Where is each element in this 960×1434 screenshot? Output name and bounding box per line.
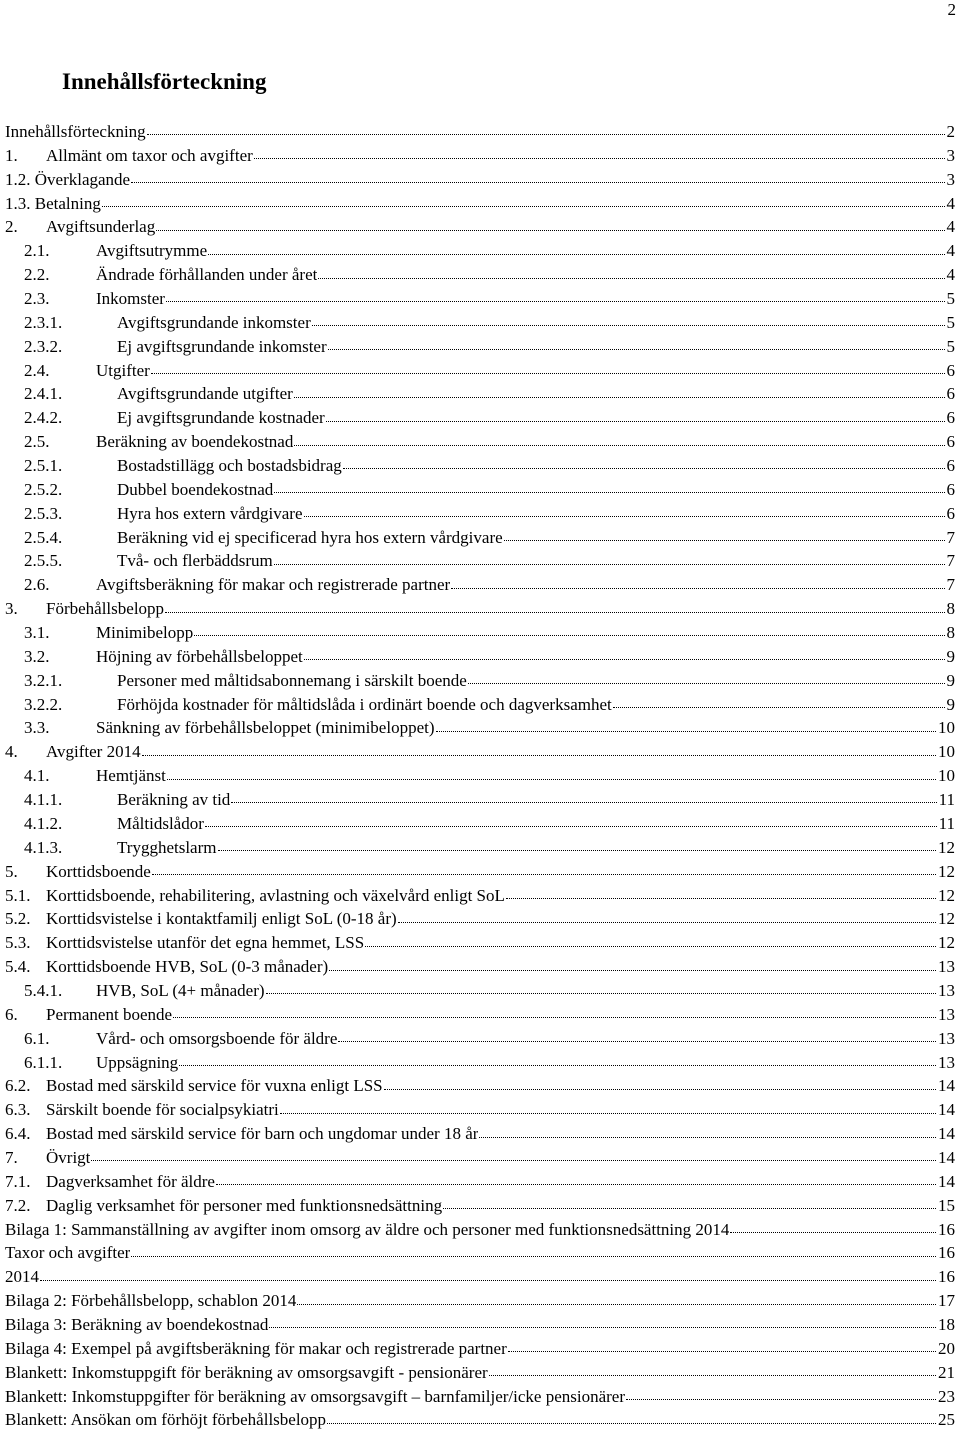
dot-leader	[147, 134, 945, 135]
toc-entry-title: Två- och flerbäddsrum	[117, 551, 273, 571]
toc-entry-page: 3	[946, 145, 955, 165]
dot-leader	[102, 206, 945, 207]
toc-entry-title: Vård- och omsorgsboende för äldre	[96, 1028, 338, 1048]
toc-entry-title: Avgiftsgrundande utgifter	[117, 384, 293, 404]
toc-entry[interactable]	[5, 1098, 955, 1122]
toc-entry-page: 25	[938, 1410, 955, 1430]
toc-entry-page: 12	[938, 909, 955, 929]
toc-entry-page: 14	[938, 1147, 955, 1167]
toc-entry-number: 1.	[5, 145, 18, 165]
toc-entry-title: Korttidsvistelse utanför det egna hemmet, LSS	[46, 933, 365, 953]
dot-leader	[451, 588, 944, 589]
toc-entry-title: Korttidsboende	[46, 861, 151, 881]
dot-leader	[365, 946, 936, 947]
dot-leader	[326, 421, 945, 422]
dot-leader	[626, 1399, 936, 1400]
toc-entry-title: Sänkning av förbehållsbeloppet (minimibeloppet)	[96, 718, 435, 738]
toc-entry-page: 11	[938, 790, 955, 810]
toc-entry-title: Personer med måltidsabonnemang i särskilt boende	[117, 670, 467, 690]
toc-entry-number: 2.5.4.	[24, 527, 63, 547]
toc-entry[interactable]	[5, 478, 955, 502]
dot-leader	[152, 874, 936, 875]
dot-leader	[173, 1017, 936, 1018]
toc-entry-title: Beräkning vid ej specificerad hyra hos extern vårdgivare	[117, 527, 503, 547]
toc-entry-page: 12	[938, 885, 955, 905]
dot-leader	[91, 1160, 936, 1161]
toc-entry-page: 13	[938, 957, 955, 977]
toc-entry-page: 17	[938, 1291, 955, 1311]
dot-leader	[443, 1208, 936, 1209]
dot-leader	[205, 826, 937, 827]
toc-entry-page: 8	[946, 599, 955, 619]
dot-leader	[166, 301, 945, 302]
toc-entry-number: 2.3.1.	[24, 312, 63, 332]
dot-leader	[297, 1304, 936, 1305]
toc-entry-number: 6.1.	[24, 1028, 50, 1048]
dot-leader	[506, 898, 936, 899]
dot-leader	[274, 564, 945, 565]
toc-entry-number: 3.3.	[24, 718, 50, 738]
toc-entry-page: 14	[938, 1076, 955, 1096]
toc-entry-title: Dubbel boendekostnad	[117, 479, 274, 499]
toc-entry-title: Trygghetslarm	[117, 837, 217, 857]
toc-entry-title: Ändrade förhållanden under året	[96, 265, 318, 285]
toc-entry-title: Blankett: Inkomstuppgifter för beräkning av omsorgsavgift – barnfamiljer/icke pensionärer	[5, 1386, 626, 1406]
toc-entry-title: Innehållsförteckning	[5, 122, 146, 141]
toc-entry-page: 9	[946, 646, 955, 666]
toc-entry-number: 5.4.1.	[24, 980, 63, 1000]
toc-entry[interactable]	[5, 693, 955, 717]
toc-entry[interactable]	[5, 1051, 955, 1075]
toc-entry-number: 5.	[5, 861, 18, 881]
toc-entry-page: 6	[946, 384, 955, 404]
toc-entry-number: 3.2.2.	[24, 694, 63, 714]
toc-entry-title: Bilaga 4: Exempel på avgiftsberäkning för makar och registrerade partner	[5, 1338, 507, 1358]
toc-entry-number: 3.2.1.	[24, 670, 63, 690]
toc-entry-page: 12	[938, 861, 955, 881]
toc-entry-number: 4.	[5, 742, 18, 762]
toc-entry[interactable]	[5, 1241, 955, 1265]
toc-entry-number: 3.2.	[24, 646, 50, 666]
toc-entry-title: Hemtjänst	[96, 766, 166, 786]
toc-entry[interactable]	[5, 430, 955, 454]
toc-entry-title: Avgifter 2014	[46, 742, 141, 762]
toc-entry-title: 1.2. Överklagande	[5, 169, 131, 189]
dot-leader	[131, 182, 944, 183]
toc-entry[interactable]	[5, 907, 955, 931]
toc-entry[interactable]	[5, 120, 955, 144]
toc-entry-number: 2.1.	[24, 241, 50, 261]
dot-leader	[231, 802, 936, 803]
toc-entry-title: Blankett: Inkomstuppgift för beräkning av omsorgsavgift - pensionärer	[5, 1362, 488, 1382]
toc-entry[interactable]	[5, 359, 955, 383]
toc-entry[interactable]	[5, 955, 955, 979]
toc-entry-page: 13	[938, 1004, 955, 1024]
toc-entry[interactable]	[5, 502, 955, 526]
toc-entry-title: Uppsägning	[96, 1052, 179, 1072]
toc-entry[interactable]	[5, 931, 955, 955]
toc-entry-page: 5	[946, 289, 955, 309]
toc-entry-title: Avgiftsunderlag	[46, 217, 156, 237]
toc-entry[interactable]	[5, 1218, 955, 1242]
dot-leader	[269, 1327, 936, 1328]
dot-leader	[468, 683, 945, 684]
toc-entry-title: Beräkning av tid	[117, 790, 231, 810]
toc-entry-page: 12	[938, 837, 955, 857]
toc-entry[interactable]	[5, 335, 955, 359]
toc-entry-page: 6	[946, 432, 955, 452]
dot-leader	[328, 349, 945, 350]
toc-entry-title: 2014	[5, 1267, 39, 1287]
toc-entry-title: Avgiftsgrundande inkomster	[117, 312, 311, 332]
toc-entry-title: Permanent boende	[46, 1004, 173, 1024]
toc-entry[interactable]	[5, 1313, 955, 1337]
toc-entry[interactable]	[5, 215, 955, 239]
dot-leader	[730, 1232, 936, 1233]
toc-entry[interactable]	[5, 860, 955, 884]
toc-entry-page: 5	[946, 312, 955, 332]
toc-entry-title: Korttidsboende HVB, SoL (0-3 månader)	[46, 957, 329, 977]
toc-entry-title: Beräkning av boendekostnad	[96, 432, 294, 452]
toc-entry[interactable]	[5, 287, 955, 311]
toc-entry-page: 9	[946, 670, 955, 690]
toc-entry[interactable]	[5, 1408, 955, 1432]
dot-leader	[131, 1256, 936, 1257]
toc-entry[interactable]	[5, 788, 955, 812]
toc-entry-number: 6.	[5, 1004, 18, 1024]
dot-leader	[274, 492, 944, 493]
toc-entry-title: Hyra hos extern vårdgivare	[117, 503, 303, 523]
toc-entry-number: 2.5.	[24, 432, 50, 452]
toc-entry[interactable]	[5, 740, 955, 764]
toc-entry[interactable]	[5, 597, 955, 621]
toc-entry-page: 14	[938, 1124, 955, 1144]
dot-leader	[384, 1089, 936, 1090]
dot-leader	[216, 1184, 936, 1185]
toc-entry-number: 2.5.5.	[24, 551, 63, 571]
toc-entry-title: Övrigt	[46, 1147, 91, 1167]
toc-entry-number: 2.3.2.	[24, 336, 63, 356]
toc-entry[interactable]	[5, 144, 955, 168]
toc-entry-title: Måltidslådor	[117, 813, 204, 833]
toc-entry[interactable]	[5, 1074, 955, 1098]
dot-leader	[318, 278, 944, 279]
toc-entry-title: Korttidsboende, rehabilitering, avlastning och växelvård enligt SoL	[46, 885, 505, 905]
toc-entry-number: 7.1.	[5, 1171, 31, 1191]
toc-entry[interactable]	[5, 812, 955, 836]
dot-leader	[208, 254, 944, 255]
table-of-contents	[5, 120, 955, 1432]
toc-entry-page: 20	[938, 1338, 955, 1358]
dot-leader	[508, 1351, 936, 1352]
toc-entry[interactable]	[5, 454, 955, 478]
dot-leader	[151, 373, 945, 374]
toc-entry-title: 1.3. Betalning	[5, 193, 101, 213]
toc-entry-page: 2	[946, 122, 955, 141]
dot-leader	[165, 612, 944, 613]
toc-entry-page: 14	[938, 1100, 955, 1120]
toc-entry[interactable]	[5, 1265, 955, 1289]
toc-entry[interactable]	[5, 1194, 955, 1218]
toc-entry-page: 10	[938, 766, 955, 786]
dot-leader	[254, 158, 945, 159]
toc-entry-page: 16	[938, 1243, 955, 1263]
toc-entry-title: Bilaga 1: Sammanställning av avgifter inom omsorg av äldre och personer med funktionsnedsättning 2014	[5, 1219, 730, 1239]
toc-entry[interactable]	[5, 1027, 955, 1051]
toc-entry-title: Ej avgiftsgrundande kostnader	[117, 408, 325, 428]
toc-entry-page: 21	[938, 1362, 955, 1382]
toc-entry-number: 2.	[5, 217, 18, 237]
toc-entry[interactable]	[5, 168, 955, 192]
dot-leader	[338, 1041, 936, 1042]
dot-leader	[327, 1423, 936, 1424]
toc-entry-page: 7	[946, 575, 955, 595]
toc-entry-title: HVB, SoL (4+ månader)	[96, 980, 265, 1000]
toc-entry-number: 6.1.1.	[24, 1052, 63, 1072]
toc-entry-page: 14	[938, 1171, 955, 1191]
dot-leader	[294, 445, 944, 446]
toc-entry[interactable]	[5, 1385, 955, 1409]
dot-leader	[489, 1375, 936, 1376]
toc-entry-page: 4	[946, 193, 955, 213]
toc-entry[interactable]	[5, 884, 955, 908]
toc-entry-title: Bostadstillägg och bostadsbidrag	[117, 456, 342, 476]
toc-entry-title: Höjning av förbehållsbeloppet	[96, 646, 303, 666]
toc-entry-number: 2.3.	[24, 289, 50, 309]
toc-entry-title: Särskilt boende för socialpsykiatri	[46, 1100, 279, 1120]
toc-entry[interactable]	[5, 573, 955, 597]
toc-entry-page: 4	[946, 241, 955, 261]
toc-entry-page: 23	[938, 1386, 955, 1406]
toc-entry-number: 6.3.	[5, 1100, 31, 1120]
dot-leader	[218, 850, 937, 851]
toc-entry-page: 4	[946, 217, 955, 237]
dot-leader	[479, 1137, 936, 1138]
toc-entry[interactable]	[5, 526, 955, 550]
toc-entry-page: 7	[946, 551, 955, 571]
toc-entry-page: 13	[938, 1028, 955, 1048]
toc-entry-number: 7.2.	[5, 1195, 31, 1215]
dot-leader	[613, 707, 945, 708]
toc-entry-number: 4.1.2.	[24, 813, 63, 833]
toc-entry-page: 9	[946, 694, 955, 714]
toc-entry-title: Förhöjda kostnader för måltidslåda i ordinärt boende och dagverksamhet	[117, 694, 612, 714]
toc-entry-page: 13	[938, 1052, 955, 1072]
toc-entry[interactable]	[5, 1361, 955, 1385]
toc-entry[interactable]	[5, 1170, 955, 1194]
toc-entry[interactable]	[5, 979, 955, 1003]
toc-entry[interactable]	[5, 764, 955, 788]
toc-entry[interactable]	[5, 263, 955, 287]
toc-entry-title: Bostad med särskild service för vuxna enligt LSS	[46, 1076, 383, 1096]
dot-leader	[280, 1113, 936, 1114]
toc-entry-page: 4	[946, 265, 955, 285]
dot-leader	[142, 755, 936, 756]
toc-entry-page: 5	[946, 336, 955, 356]
toc-entry[interactable]	[5, 192, 955, 216]
toc-entry[interactable]	[5, 1003, 955, 1027]
toc-entry-page: 7	[946, 527, 955, 547]
toc-entry-number: 2.4.1.	[24, 384, 63, 404]
dot-leader	[504, 540, 945, 541]
toc-heading: Innehållsförteckning	[62, 69, 267, 94]
toc-entry[interactable]	[5, 621, 955, 645]
toc-entry-number: 4.1.1.	[24, 790, 63, 810]
dot-leader	[436, 731, 936, 732]
page-number: 2	[947, 0, 956, 19]
toc-entry-title: Daglig verksamhet för personer med funktionsnedsättning	[46, 1195, 443, 1215]
dot-leader	[312, 325, 945, 326]
toc-entry-number: 2.5.1.	[24, 456, 63, 476]
toc-entry[interactable]	[5, 1289, 955, 1313]
dot-leader	[304, 659, 945, 660]
toc-entry-number: 6.4.	[5, 1124, 31, 1144]
toc-entry-page: 6	[946, 479, 955, 499]
toc-entry-page: 6	[946, 456, 955, 476]
toc-entry-title: Korttidsvistelse i kontaktfamilj enligt SoL (0-18 år)	[46, 909, 397, 929]
toc-entry-number: 2.6.	[24, 575, 50, 595]
toc-entry[interactable]	[5, 239, 955, 263]
toc-entry-number: 2.5.2.	[24, 479, 63, 499]
toc-entry-page: 6	[946, 360, 955, 380]
dot-leader	[40, 1280, 936, 1281]
toc-entry-number: 3.1.	[24, 623, 50, 643]
toc-entry[interactable]	[5, 645, 955, 669]
toc-entry-page: 12	[938, 933, 955, 953]
toc-entry[interactable]	[5, 1122, 955, 1146]
toc-entry-title: Förbehållsbelopp	[46, 599, 165, 619]
toc-entry-title: Allmänt om taxor och avgifter	[46, 145, 253, 165]
toc-entry[interactable]	[5, 836, 955, 860]
toc-entry-number: 5.1.	[5, 885, 31, 905]
dot-leader	[294, 397, 945, 398]
toc-entry-number: 2.4.	[24, 360, 50, 380]
toc-entry-number: 4.1.	[24, 766, 50, 786]
toc-entry-number: 2.2.	[24, 265, 50, 285]
toc-entry[interactable]	[5, 669, 955, 693]
toc-entry-page: 16	[938, 1267, 955, 1287]
dot-leader	[194, 635, 944, 636]
toc-entry-page: 15	[938, 1195, 955, 1215]
toc-entry-page: 10	[938, 742, 955, 762]
dot-leader	[343, 468, 945, 469]
toc-entry-number: 2.4.2.	[24, 408, 63, 428]
toc-entry-number: 5.4.	[5, 957, 31, 977]
dot-leader	[304, 516, 945, 517]
toc-entry-title: Inkomster	[96, 289, 165, 309]
toc-entry-title: Ej avgiftsgrundande inkomster	[117, 336, 327, 356]
dot-leader	[398, 922, 936, 923]
toc-entry[interactable]	[5, 1146, 955, 1170]
toc-entry-number: 2.5.3.	[24, 503, 63, 523]
toc-entry[interactable]	[5, 716, 955, 740]
toc-entry-number: 5.2.	[5, 909, 31, 929]
toc-entry[interactable]	[5, 549, 955, 573]
toc-entry-page: 10	[938, 718, 955, 738]
toc-entry-number: 7.	[5, 1147, 18, 1167]
toc-entry-title: Bostad med särskild service för barn och ungdomar under 18 år	[46, 1124, 479, 1144]
dot-leader	[329, 970, 936, 971]
dot-leader	[266, 993, 936, 994]
toc-entry-page: 6	[946, 408, 955, 428]
toc-entry-page: 16	[938, 1219, 955, 1239]
dot-leader	[167, 779, 936, 780]
toc-entry-title: Taxor och avgifter	[5, 1243, 131, 1263]
toc-entry-title: Dagverksamhet för äldre	[46, 1171, 215, 1191]
toc-entry-title: Minimibelopp	[96, 623, 194, 643]
toc-entry-title: Blankett: Ansökan om förhöjt förbehållsbelopp	[5, 1410, 327, 1430]
toc-entry-page: 11	[938, 813, 955, 833]
toc-entry-title: Bilaga 2: Förbehållsbelopp, schablon 2014	[5, 1291, 297, 1311]
toc-entry-page: 6	[946, 503, 955, 523]
toc-entry-page: 18	[938, 1314, 955, 1334]
dot-leader	[156, 230, 944, 231]
toc-entry[interactable]	[5, 406, 955, 430]
dot-leader	[179, 1065, 936, 1066]
toc-entry-title: Avgiftsutrymme	[96, 241, 208, 261]
toc-entry-title: Bilaga 3: Beräkning av boendekostnad	[5, 1314, 269, 1334]
toc-entry-title: Avgiftsberäkning för makar och registrerade partner	[96, 575, 451, 595]
toc-entry-number: 6.2.	[5, 1076, 31, 1096]
toc-entry[interactable]	[5, 1337, 955, 1361]
toc-entry[interactable]	[5, 311, 955, 335]
toc-entry-number: 3.	[5, 599, 18, 619]
toc-entry-page: 8	[946, 623, 955, 643]
toc-entry-number: 5.3.	[5, 933, 31, 953]
toc-entry-page: 3	[946, 169, 955, 189]
toc-entry-number: 4.1.3.	[24, 837, 63, 857]
toc-entry[interactable]	[5, 382, 955, 406]
toc-entry-title: Utgifter	[96, 360, 150, 380]
toc-entry-page: 13	[938, 980, 955, 1000]
